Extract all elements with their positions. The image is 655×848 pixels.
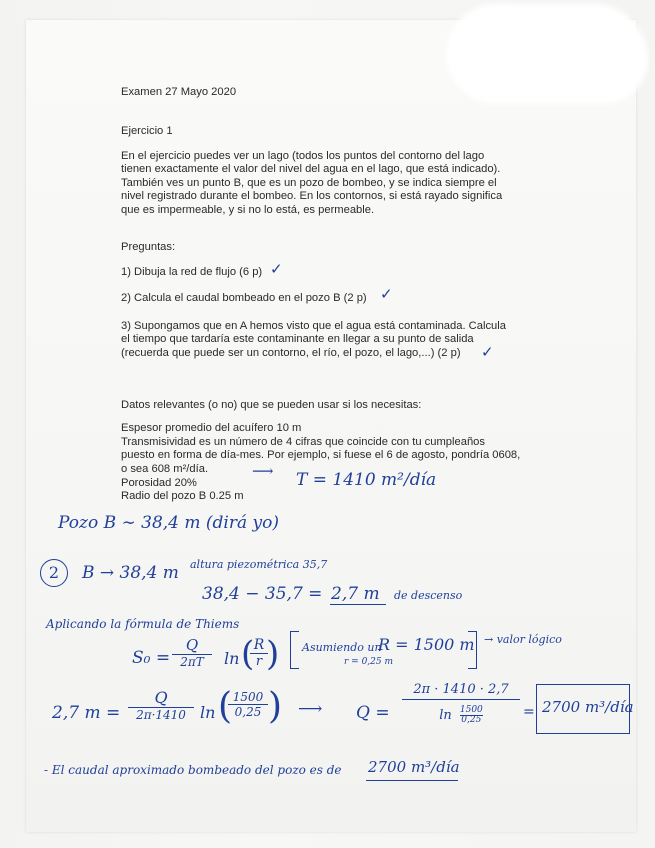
handwritten-thiem-intro: Aplicando la fórmula de Thiems (46, 617, 240, 631)
bracket-left (290, 631, 299, 669)
question-2-circle: 2 (40, 559, 68, 587)
check-mark-2: ✓ (380, 285, 393, 303)
equation-num: Q (154, 688, 168, 707)
handwritten-assume: Asumiendo un (302, 641, 382, 654)
formula-s-lhs: S₀ = (132, 648, 171, 668)
check-mark-3: ✓ (481, 343, 494, 361)
data-line-thickness: Espesor promedio del acuífero 10 m (121, 422, 302, 434)
formula-s-den: 2πT (172, 654, 212, 669)
q-den (402, 699, 520, 725)
underline-descenso (330, 604, 386, 605)
equation-fraction (128, 688, 194, 722)
q-equals: = (523, 704, 535, 720)
check-mark-1: ✓ (270, 260, 283, 278)
equation-r-fraction (228, 690, 268, 719)
exam-title: Examen 27 Mayo 2020 (121, 86, 237, 98)
handwritten-r-big: R = 1500 m (378, 635, 475, 654)
handwritten-pozo-b: Pozo B ∼ 38,4 m (dirá yo) (58, 513, 279, 533)
arrow-t: ⟶ (252, 462, 274, 480)
formula-s-num: Q (185, 636, 199, 654)
bracket-right (468, 631, 477, 669)
redaction-blob (452, 10, 642, 98)
question-2: 2) Calcula el caudal bombeado en el pozo B (2 p) (121, 292, 367, 304)
equation-den: 2π·1410 (128, 707, 194, 722)
question-3: 3) Supongamos que en A hemos visto que el agua está contaminada. Calcula el tiempo que tardaría este contaminante en llegar a su punto de salida (recuerda que puede ser un contorno, el río, el pozo, el lago,...) (2 p) (121, 320, 506, 359)
underline-conclusion (366, 780, 458, 781)
formula-paren-close-1: ) (266, 634, 280, 674)
formula-paren-open-1: ( (241, 634, 255, 674)
formula-q-over-2pit (172, 636, 212, 669)
handwritten-logical: → valor lógico (484, 633, 562, 646)
formula-r-num: R (253, 637, 265, 653)
equation-arrow: ⟶ (298, 699, 323, 719)
handwritten-descenso-label: de descenso (394, 589, 463, 602)
q-den-1500: 1500 (459, 705, 483, 715)
handwritten-b-line: B → 38,4 m (82, 563, 179, 583)
conclusion-value: 2700 m³/día (368, 758, 460, 776)
q-lhs: Q = (356, 703, 390, 723)
equation-1500: 1500 (232, 690, 264, 704)
q-den-ln: ln (439, 708, 452, 723)
data-heading: Datos relevantes (o no) que se pueden usar si los necesitas: (121, 399, 422, 411)
handwritten-t-value: T = 1410 m²/día (296, 470, 437, 490)
q-num: 2π · 1410 · 2,7 (413, 682, 509, 697)
q-result: 2700 m³/día (542, 698, 634, 716)
equation-paren-close: ) (268, 686, 283, 727)
formula-r-den: r (250, 653, 268, 669)
equation-025: 0,25 (228, 704, 268, 719)
exercise-title: Ejercicio 1 (121, 125, 173, 137)
q-den-025: 0,25 (461, 715, 482, 725)
data-line-transmissivity: Transmisividad es un número de 4 cifras que coincide con tu cumpleaños puesto en forma de día-mes. Por ejemplo, si fuese el 6 de agosto, pondría 0608, o sea 608 m²/día. (121, 436, 521, 475)
questions-heading: Preguntas: (121, 241, 176, 253)
handwritten-b-note: altura piezométrica 35,7 (190, 558, 328, 571)
q-den-fraction (460, 706, 483, 725)
q-fraction (402, 682, 520, 725)
formula-ln-1: ln (224, 649, 240, 668)
exercise-intro: En el ejercicio puedes ver un lago (todos los puntos del contorno del lago tienen exactamente el valor del nivel del agua en el lago, que está indicado). También ves un punto B, que es un pozo de bombeo, y se indica siempre el nivel registrado durante el bombeo. En los contornos, si está rayado significa que es impermeable, y si no lo está, es permeable. (121, 150, 503, 216)
equation-lhs: 2,7 m = (52, 703, 121, 723)
conclusion-text: - El caudal aproximado bombeado del pozo es de (44, 763, 342, 777)
data-line-porosity: Porosidad 20% (121, 477, 197, 489)
handwritten-r-small: r = 0,25 m (344, 657, 393, 667)
question-1: 1) Dibuja la red de flujo (6 p) (121, 266, 263, 278)
equation-ln: ln (200, 703, 216, 722)
handwritten-descenso-calc: 38,4 − 35,7 = (202, 584, 323, 604)
equation-paren-open: ( (218, 686, 233, 727)
data-line-radius: Radio del pozo B 0.25 m (121, 490, 244, 502)
handwritten-descenso-result: 2,7 m (331, 584, 380, 604)
